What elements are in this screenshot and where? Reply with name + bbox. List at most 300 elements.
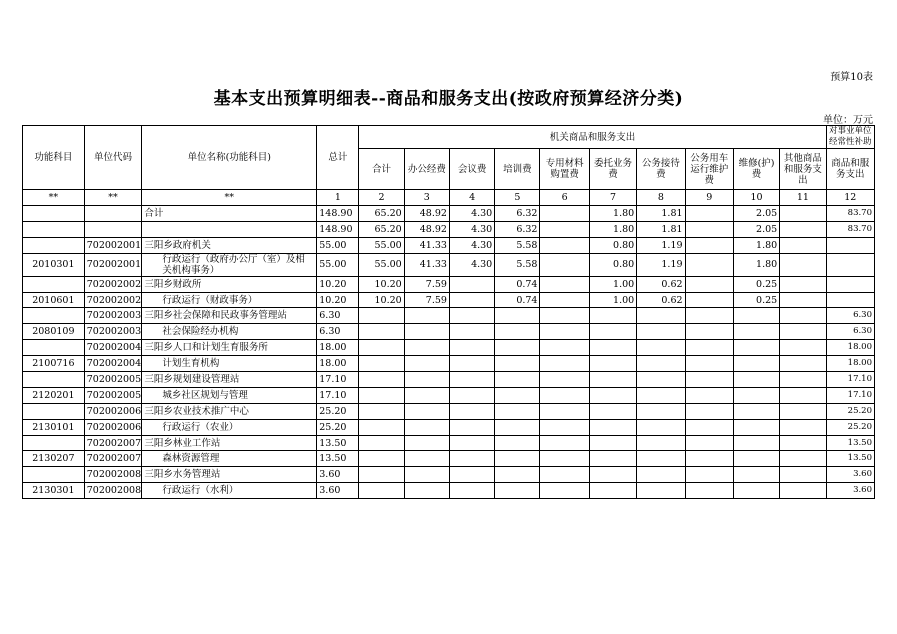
value-cell (780, 356, 826, 372)
table-body (23, 206, 875, 499)
value-cell (495, 419, 540, 435)
unit-code-cell (84, 206, 142, 222)
value-cell (404, 356, 449, 372)
value-cell: 0.62 (637, 276, 685, 292)
page-title: 基本支出预算明细表--商品和服务支出(按政府预算经济分类) (213, 89, 684, 109)
value-cell (449, 483, 494, 499)
value-cell: 0.62 (637, 292, 685, 308)
total-cell: 25.20 (317, 419, 359, 435)
col-mark: 3 (404, 190, 449, 206)
value-cell (733, 324, 779, 340)
value-cell: 1.80 (733, 253, 779, 276)
value-cell: 10.20 (359, 292, 404, 308)
total-cell: 10.20 (317, 292, 359, 308)
value-cell (540, 308, 589, 324)
unit-code-cell: 702002002 (84, 276, 142, 292)
value-cell: 13.50 (826, 435, 874, 451)
col-mark: 9 (685, 190, 733, 206)
value-cell (685, 237, 733, 253)
value-cell (685, 206, 733, 222)
value-cell (780, 237, 826, 253)
value-cell: 17.10 (826, 387, 874, 403)
value-cell (733, 483, 779, 499)
value-cell (589, 467, 636, 483)
value-cell (495, 403, 540, 419)
value-cell (685, 356, 733, 372)
unit-code-cell: 702002001 (84, 237, 142, 253)
value-cell (637, 451, 685, 467)
value-cell (540, 483, 589, 499)
unit-code-cell: 702002002 (84, 292, 142, 308)
value-cell (495, 387, 540, 403)
col-mark: 1 (317, 190, 359, 206)
unit-label: 单位：万元 (823, 115, 873, 126)
value-cell (359, 451, 404, 467)
value-cell (359, 324, 404, 340)
value-cell (637, 483, 685, 499)
total-cell: 13.50 (317, 451, 359, 467)
col-mark: ** (84, 190, 142, 206)
value-cell (685, 221, 733, 237)
value-cell (449, 292, 494, 308)
col-mark: 7 (589, 190, 636, 206)
value-cell (404, 467, 449, 483)
value-cell (733, 356, 779, 372)
func-code-cell (23, 435, 85, 451)
col-header-func-code: 功能科目 (23, 126, 85, 190)
value-cell (637, 419, 685, 435)
table-row (23, 356, 875, 372)
total-cell: 10.20 (317, 276, 359, 292)
func-code-cell: 2130207 (23, 451, 85, 467)
total-cell: 6.30 (317, 308, 359, 324)
value-cell: 3.60 (826, 467, 874, 483)
value-cell (540, 253, 589, 276)
value-cell: 55.00 (359, 237, 404, 253)
unit-code-cell: 702002003 (84, 308, 142, 324)
value-cell: 7.59 (404, 276, 449, 292)
unit-name-cell: 合计 (142, 206, 317, 222)
value-cell (589, 403, 636, 419)
unit-name-cell: 城乡社区规划与管理 (142, 387, 317, 403)
value-cell (495, 324, 540, 340)
value-cell (780, 206, 826, 222)
value-cell (780, 253, 826, 276)
col-header-official-vehicle: 公务用车运行维护费 (685, 149, 733, 190)
value-cell (449, 340, 494, 356)
value-cell: 5.58 (495, 237, 540, 253)
value-cell: 7.59 (404, 292, 449, 308)
unit-code-cell: 702002008 (84, 467, 142, 483)
value-cell (495, 308, 540, 324)
value-cell (449, 308, 494, 324)
table-row (23, 403, 875, 419)
value-cell: 2.05 (733, 206, 779, 222)
value-cell (404, 324, 449, 340)
value-cell (404, 483, 449, 499)
unit-name-cell: 三阳乡农业技术推广中心 (142, 403, 317, 419)
value-cell (540, 403, 589, 419)
func-code-cell (23, 403, 85, 419)
col-header-total: 总计 (317, 126, 359, 190)
value-cell (733, 387, 779, 403)
value-cell: 55.00 (359, 253, 404, 276)
value-cell: 0.80 (589, 253, 636, 276)
value-cell (589, 356, 636, 372)
value-cell: 65.20 (359, 221, 404, 237)
unit-name-cell: 三阳乡水务管理站 (142, 467, 317, 483)
value-cell (685, 372, 733, 388)
table-row (23, 308, 875, 324)
value-cell (540, 206, 589, 222)
col-mark: 6 (540, 190, 589, 206)
col-header-goods-services: 商品和服务支出 (826, 149, 874, 190)
value-cell: 48.92 (404, 206, 449, 222)
value-cell (780, 308, 826, 324)
value-cell (449, 467, 494, 483)
func-code-cell: 2080109 (23, 324, 85, 340)
col-mark: 2 (359, 190, 404, 206)
value-cell (685, 419, 733, 435)
func-code-cell (23, 340, 85, 356)
value-cell (404, 435, 449, 451)
value-cell: 3.60 (826, 483, 874, 499)
unit-name-cell (142, 221, 317, 237)
value-cell (826, 276, 874, 292)
value-cell (540, 451, 589, 467)
total-cell: 18.00 (317, 356, 359, 372)
value-cell (685, 451, 733, 467)
value-cell (780, 340, 826, 356)
value-cell (780, 419, 826, 435)
func-code-cell (23, 276, 85, 292)
value-cell (780, 221, 826, 237)
unit-name-cell: 行政运行（政府办公厅（室）及相关机构事务） (142, 253, 317, 276)
value-cell (685, 403, 733, 419)
value-cell (540, 387, 589, 403)
value-cell: 17.10 (826, 372, 874, 388)
value-cell (495, 483, 540, 499)
table-row (23, 221, 875, 237)
value-cell: 1.80 (733, 237, 779, 253)
func-code-cell (23, 221, 85, 237)
value-cell (540, 221, 589, 237)
value-cell (449, 451, 494, 467)
func-code-cell (23, 372, 85, 388)
value-cell (495, 340, 540, 356)
value-cell (540, 467, 589, 483)
value-cell: 0.25 (733, 292, 779, 308)
value-cell (733, 435, 779, 451)
col-header-training-fee: 培训费 (495, 149, 540, 190)
value-cell: 1.00 (589, 292, 636, 308)
unit-name-cell: 三阳乡政府机关 (142, 237, 317, 253)
unit-name-cell: 行政运行（水利） (142, 483, 317, 499)
func-code-cell: 2010301 (23, 253, 85, 276)
value-cell: 41.33 (404, 237, 449, 253)
value-cell: 18.00 (826, 356, 874, 372)
func-code-cell: 2130301 (23, 483, 85, 499)
value-cell (540, 372, 589, 388)
unit-code-cell: 702002001 (84, 253, 142, 276)
value-cell: 0.74 (495, 276, 540, 292)
value-cell (589, 483, 636, 499)
value-cell (404, 387, 449, 403)
unit-name-cell: 行政运行（农业） (142, 419, 317, 435)
value-cell (685, 435, 733, 451)
value-cell: 0.25 (733, 276, 779, 292)
value-cell (589, 387, 636, 403)
value-cell: 10.20 (359, 276, 404, 292)
value-cell: 48.92 (404, 221, 449, 237)
total-cell: 148.90 (317, 221, 359, 237)
unit-name-cell: 三阳乡规划建设管理站 (142, 372, 317, 388)
value-cell: 13.50 (826, 451, 874, 467)
value-cell (359, 435, 404, 451)
value-cell (780, 467, 826, 483)
value-cell (637, 340, 685, 356)
table-number-label: 预算10表 (830, 72, 873, 83)
value-cell: 1.19 (637, 237, 685, 253)
total-cell: 148.90 (317, 206, 359, 222)
value-cell (685, 387, 733, 403)
unit-name-cell: 行政运行（财政事务） (142, 292, 317, 308)
value-cell (449, 324, 494, 340)
table-row (23, 237, 875, 253)
value-cell (540, 292, 589, 308)
table-row (23, 253, 875, 276)
value-cell (495, 356, 540, 372)
value-cell (637, 435, 685, 451)
value-cell (359, 340, 404, 356)
col-mark: 12 (826, 190, 874, 206)
table-row (23, 483, 875, 499)
value-cell (449, 403, 494, 419)
value-cell (685, 324, 733, 340)
value-cell (826, 237, 874, 253)
value-cell (404, 340, 449, 356)
value-cell (780, 292, 826, 308)
total-cell: 13.50 (317, 435, 359, 451)
unit-name-cell: 森林资源管理 (142, 451, 317, 467)
total-cell: 3.60 (317, 467, 359, 483)
value-cell (637, 372, 685, 388)
total-cell: 6.30 (317, 324, 359, 340)
func-code-cell (23, 237, 85, 253)
value-cell (449, 276, 494, 292)
value-cell: 4.30 (449, 206, 494, 222)
value-cell (449, 372, 494, 388)
value-cell (404, 308, 449, 324)
value-cell: 1.81 (637, 206, 685, 222)
func-code-cell: 2010601 (23, 292, 85, 308)
value-cell (780, 372, 826, 388)
value-cell (540, 276, 589, 292)
value-cell: 2.05 (733, 221, 779, 237)
col-mark: 5 (495, 190, 540, 206)
value-cell (733, 340, 779, 356)
value-cell: 41.33 (404, 253, 449, 276)
value-cell (540, 419, 589, 435)
value-cell (685, 308, 733, 324)
value-cell (359, 372, 404, 388)
value-cell (780, 276, 826, 292)
func-code-cell: 2120201 (23, 387, 85, 403)
col-header-entrusted-business: 委托业务费 (589, 149, 636, 190)
table-row (23, 206, 875, 222)
value-cell (780, 403, 826, 419)
value-cell (540, 237, 589, 253)
unit-code-cell: 702002006 (84, 403, 142, 419)
table-row (23, 340, 875, 356)
total-cell: 17.10 (317, 372, 359, 388)
table-row (23, 467, 875, 483)
value-cell: 18.00 (826, 340, 874, 356)
value-cell: 4.30 (449, 221, 494, 237)
unit-name-cell: 三阳乡财政所 (142, 276, 317, 292)
col-mark: 10 (733, 190, 779, 206)
value-cell: 25.20 (826, 403, 874, 419)
total-cell: 18.00 (317, 340, 359, 356)
value-cell (780, 451, 826, 467)
value-cell (540, 356, 589, 372)
value-cell (589, 340, 636, 356)
unit-code-cell (84, 221, 142, 237)
unit-code-cell: 702002007 (84, 451, 142, 467)
col-header-special-materials: 专用材料购置费 (540, 149, 589, 190)
func-code-cell: 2100716 (23, 356, 85, 372)
value-cell (495, 451, 540, 467)
value-cell (449, 356, 494, 372)
col-header-other-goods-services: 其他商品和服务支出 (780, 149, 826, 190)
unit-name-cell: 计划生育机构 (142, 356, 317, 372)
table-row (23, 419, 875, 435)
unit-code-cell: 702002004 (84, 340, 142, 356)
value-cell: 1.80 (589, 221, 636, 237)
value-cell: 5.58 (495, 253, 540, 276)
value-cell (540, 324, 589, 340)
value-cell (359, 467, 404, 483)
unit-code-cell: 702002004 (84, 356, 142, 372)
func-code-cell (23, 308, 85, 324)
value-cell (589, 419, 636, 435)
unit-code-cell: 702002003 (84, 324, 142, 340)
unit-name-cell: 三阳乡林业工作站 (142, 435, 317, 451)
value-cell: 6.30 (826, 308, 874, 324)
total-cell: 25.20 (317, 403, 359, 419)
value-cell (359, 403, 404, 419)
total-cell: 17.10 (317, 387, 359, 403)
col-group-agency-goods-services: 机关商品和服务支出 (359, 126, 826, 149)
value-cell (637, 356, 685, 372)
col-header-office-fee: 办公经费 (404, 149, 449, 190)
col-mark: 8 (637, 190, 685, 206)
value-cell (404, 451, 449, 467)
value-cell (733, 419, 779, 435)
value-cell (359, 308, 404, 324)
col-header-official-reception: 公务接待费 (637, 149, 685, 190)
table-row (23, 387, 875, 403)
value-cell (826, 253, 874, 276)
unit-code-cell: 702002008 (84, 483, 142, 499)
value-cell (359, 356, 404, 372)
value-cell (637, 324, 685, 340)
value-cell (637, 403, 685, 419)
budget-table (22, 125, 875, 499)
func-code-cell (23, 467, 85, 483)
col-mark: ** (142, 190, 317, 206)
value-cell: 65.20 (359, 206, 404, 222)
col-header-unit-code: 单位代码 (84, 126, 142, 190)
value-cell (359, 419, 404, 435)
table-row (23, 324, 875, 340)
value-cell (637, 308, 685, 324)
value-cell (826, 292, 874, 308)
value-cell: 83.70 (826, 221, 874, 237)
value-cell: 1.80 (589, 206, 636, 222)
func-code-cell (23, 206, 85, 222)
value-cell: 6.30 (826, 324, 874, 340)
value-cell (685, 340, 733, 356)
value-cell (449, 435, 494, 451)
col-header-sum: 合计 (359, 149, 404, 190)
table-row (23, 372, 875, 388)
value-cell (449, 419, 494, 435)
value-cell (637, 467, 685, 483)
value-cell (733, 372, 779, 388)
value-cell (733, 308, 779, 324)
value-cell (685, 467, 733, 483)
unit-name-cell: 三阳乡社会保障和民政事务管理站 (142, 308, 317, 324)
total-cell: 55.00 (317, 253, 359, 276)
value-cell (685, 483, 733, 499)
col-header-meeting-fee: 会议费 (449, 149, 494, 190)
value-cell (780, 483, 826, 499)
value-cell: 25.20 (826, 419, 874, 435)
value-cell (359, 483, 404, 499)
value-cell (404, 372, 449, 388)
table-row (23, 292, 875, 308)
value-cell (495, 435, 540, 451)
value-cell (359, 387, 404, 403)
value-cell (495, 467, 540, 483)
value-cell (733, 403, 779, 419)
value-cell (685, 276, 733, 292)
value-cell (685, 253, 733, 276)
table-row (23, 435, 875, 451)
value-cell (404, 403, 449, 419)
unit-code-cell: 702002007 (84, 435, 142, 451)
col-mark: ** (23, 190, 85, 206)
value-cell: 83.70 (826, 206, 874, 222)
value-cell (733, 451, 779, 467)
unit-name-cell: 三阳乡人口和计划生育服务所 (142, 340, 317, 356)
value-cell (685, 292, 733, 308)
unit-code-cell: 702002005 (84, 387, 142, 403)
value-cell (589, 308, 636, 324)
value-cell (404, 419, 449, 435)
value-cell (780, 387, 826, 403)
table-row (23, 451, 875, 467)
value-cell (540, 340, 589, 356)
unit-code-cell: 702002005 (84, 372, 142, 388)
value-cell: 1.00 (589, 276, 636, 292)
value-cell (449, 387, 494, 403)
value-cell (540, 435, 589, 451)
col-mark: 11 (780, 190, 826, 206)
value-cell: 1.81 (637, 221, 685, 237)
total-cell: 55.00 (317, 237, 359, 253)
